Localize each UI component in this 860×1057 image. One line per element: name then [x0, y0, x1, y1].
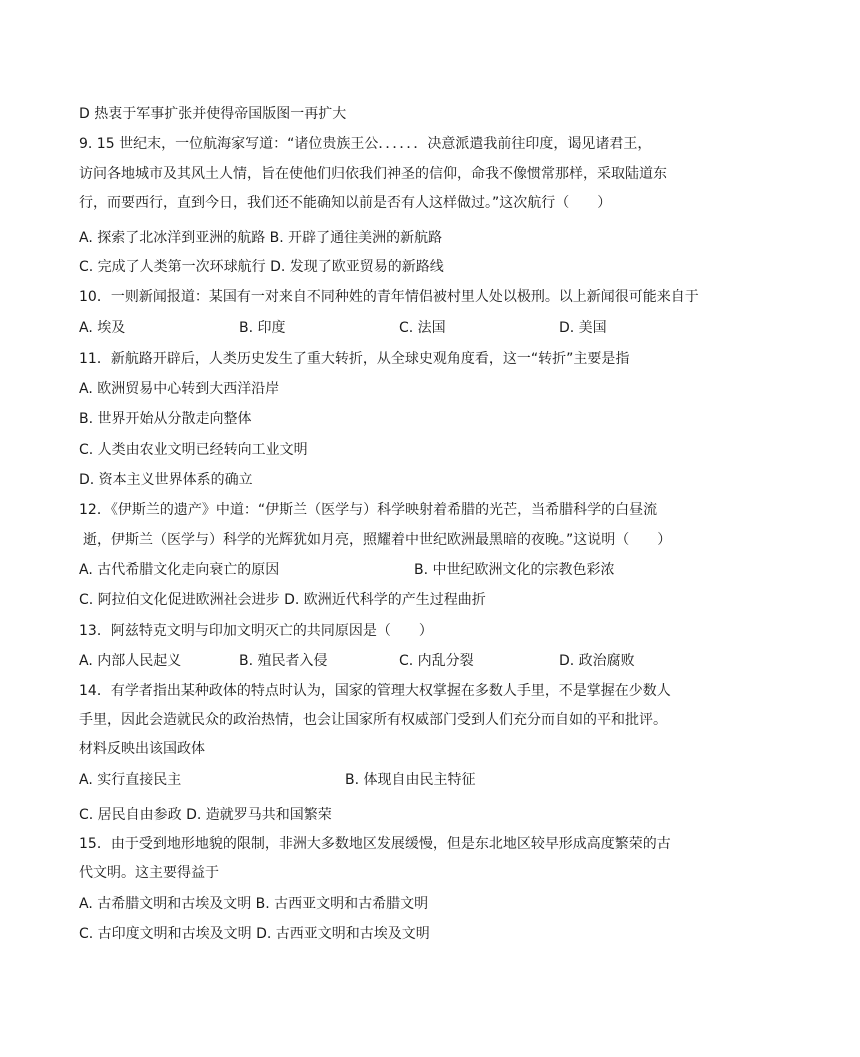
q9-options-ab: A. 探索了北冰洋到亚洲的航路 B. 开辟了通往美洲的新航路 [79, 230, 443, 246]
q13-option-c: C. 内乱分裂 [399, 653, 474, 669]
q15-options-cd: C. 古印度文明和古埃及文明 D. 古西亚文明和古埃及文明 [79, 926, 430, 942]
q14-stem-line-3: 材料反映出该国政体 [79, 741, 205, 757]
q10-option-c: C. 法国 [399, 320, 446, 336]
q11-option-b: B. 世界开始从分散走向整体 [79, 411, 252, 427]
q12-option-b: B. 中世纪欧洲文化的宗教色彩浓 [414, 562, 615, 578]
q9-stem-line-3: 行，而要西行，直到今日，我们还不能确知以前是否有人这样做过。”这次航行（ ） [79, 195, 612, 211]
q10-option-b: B. 印度 [239, 320, 286, 336]
q11-option-d: D. 资本主义世界体系的确立 [79, 472, 253, 488]
q10-option-a: A. 埃及 [79, 320, 126, 336]
q14-option-a: A. 实行直接民主 [79, 772, 182, 788]
q11-stem: 11．新航路开辟后，人类历史发生了重大转折，从全球史观角度看，这一“转折”主要是指 [79, 351, 630, 367]
q15-stem-line-1: 15．由于受到地形地貌的限制，非洲大多数地区发展缓慢，但是东北地区较早形成高度繁荣的古 [79, 836, 671, 852]
q10-option-d: D. 美国 [559, 320, 607, 336]
q14-stem-line-1: 14．有学者指出某种政体的特点时认为，国家的管理大权掌握在多数人手里，不是掌握在少数人 [79, 683, 671, 699]
q9-stem-line-1: 9. 15 世纪末，一位航海家写道：“诸位贵族王公．．．．．．决意派遣我前往印度，谒见诸君王， [79, 136, 652, 152]
q15-options-ab: A. 古希腊文明和古埃及文明 B. 古西亚文明和古希腊文明 [79, 896, 429, 912]
q12-stem-line-2: 逝，伊斯兰（医学与）科学的光辉犹如月亮，照耀着中世纪欧洲最黑暗的夜晚。”这说明（ ） [83, 532, 672, 548]
q12-options-cd: C. 阿拉伯文化促进欧洲社会进步 D. 欧洲近代科学的产生过程曲折 [79, 592, 486, 608]
q10-stem: 10．一则新闻报道：某国有一对来自不同种姓的青年情侣被村里人处以极刑。以上新闻很可能来自于 [79, 289, 699, 305]
q14-option-b: B. 体现自由民主特征 [345, 772, 476, 788]
q14-options-cd: C. 居民自由参政 D. 造就罗马共和国繁荣 [79, 807, 332, 823]
q13-option-d: D. 政治腐败 [559, 653, 635, 669]
q13-option-a: A. 内部人民起义 [79, 653, 182, 669]
q12-option-a: A. 古代希腊文化走向衰亡的原因 [79, 562, 280, 578]
q8-option-d: D 热衷于军事扩张并使得帝国版图一再扩大 [79, 106, 347, 122]
q13-option-b: B. 殖民者入侵 [239, 653, 328, 669]
q12-stem-line-1: 12．《伊斯兰的遗产》中道：“伊斯兰（医学与）科学映射着希腊的光芒，当希腊科学的白昼流 [79, 502, 658, 518]
q9-options-cd: C. 完成了人类第一次环球航行 D. 发现了欧亚贸易的新路线 [79, 259, 444, 275]
q13-stem: 13．阿兹特克文明与印加文明灭亡的共同原因是（ ） [79, 623, 433, 639]
q14-stem-line-2: 手里，因此会造就民众的政治热情，也会让国家所有权威部门受到人们充分而自如的平和批评。 [79, 712, 667, 728]
q9-stem-line-2: 访问各地城市及其风土人情，旨在使他们归依我们神圣的信仰，命我不像惯常那样，采取陆道东 [79, 166, 667, 182]
q15-stem-line-2: 代文明。这主要得益于 [79, 865, 219, 881]
q11-option-c: C. 人类由农业文明已经转向工业文明 [79, 442, 308, 458]
q11-option-a: A. 欧洲贸易中心转到大西洋沿岸 [79, 381, 280, 397]
